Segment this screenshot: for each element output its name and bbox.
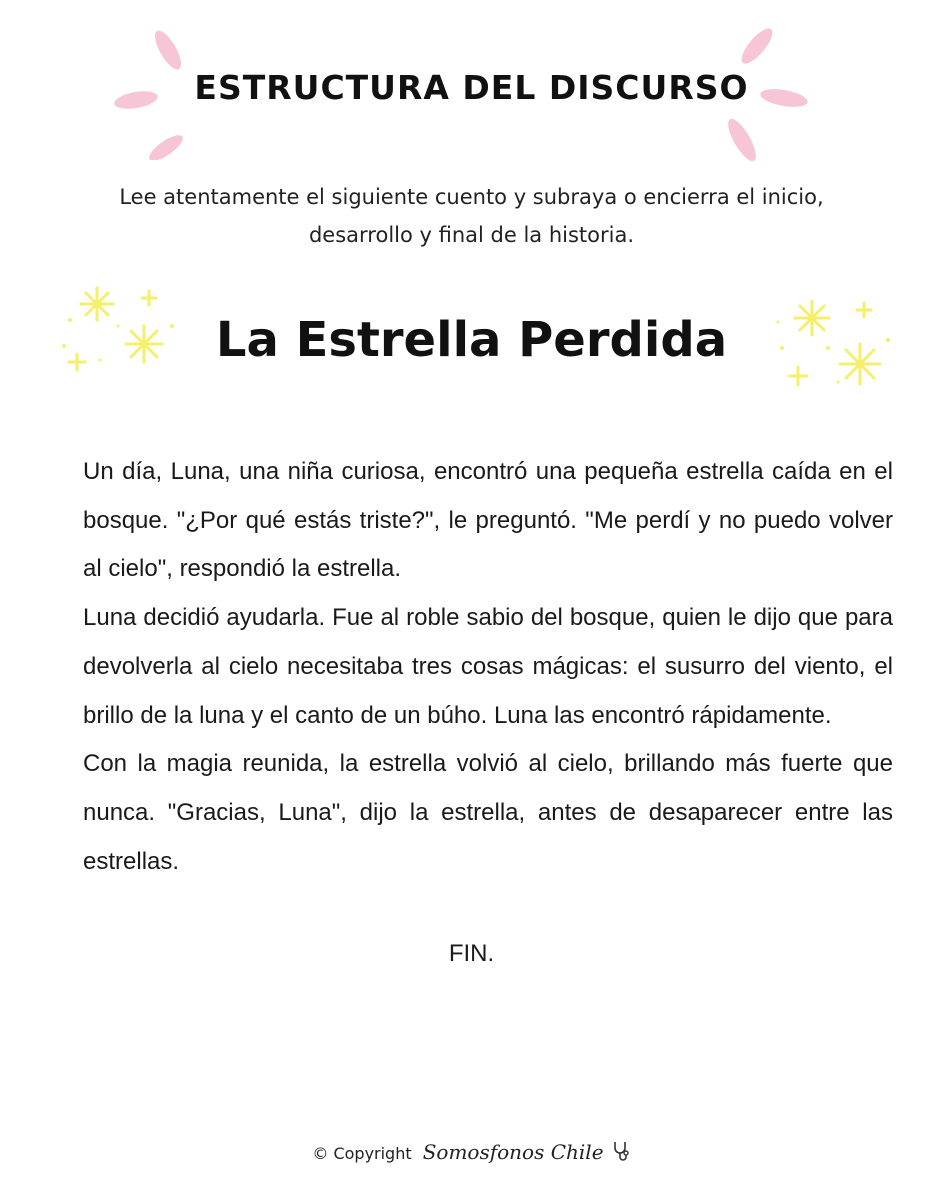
instructions-line-1: Lee atentamente el siguiente cuento y subraya o encierra el inicio, bbox=[119, 185, 824, 209]
stethoscope-icon bbox=[611, 1140, 631, 1162]
worksheet-title: ESTRUCTURA DEL DISCURSO bbox=[194, 68, 749, 107]
story-title: La Estrella Perdida bbox=[215, 312, 728, 368]
footer bbox=[0, 1140, 943, 1164]
instructions bbox=[60, 178, 883, 254]
story-body bbox=[83, 448, 893, 886]
instructions-line-2: desarrollo y final de la historia. bbox=[308, 223, 635, 247]
brand-name: Somosfonos Chile bbox=[422, 1140, 604, 1164]
story-paragraph-final: Con la magia reunida, la estrella volvió al cielo, brillando más fuerte que nunca. "Gracias, Luna", dijo la estrella, antes de desaparecer entre las estrellas. bbox=[83, 750, 893, 875]
story-paragraph-inicio: Un día, Luna, una niña curiosa, encontró una pequeña estrella caída en el bosque. "¿Por qué estás triste?", le preguntó. "Me perdí y no puedo volver al cielo", respondió la estrella. bbox=[83, 458, 893, 583]
copyright-text: © Copyright bbox=[312, 1144, 412, 1163]
story-ending: FIN. bbox=[448, 940, 495, 967]
story-paragraph-desarrollo: Luna decidió ayudarla. Fue al roble sabio del bosque, quien le dijo que para devolverla al cielo necesitaba tres cosas mágicas: el susurro del viento, el brillo de la luna y el canto de un búho. Luna las encontró rápidamente. bbox=[83, 604, 893, 729]
